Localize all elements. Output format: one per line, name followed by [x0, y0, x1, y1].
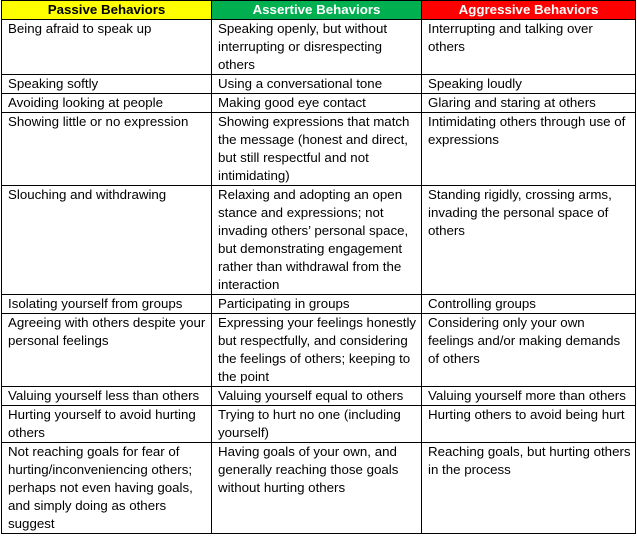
table-row — [2, 20, 636, 75]
table-row — [2, 295, 636, 314]
header-aggressive: Aggressive Behaviors — [422, 1, 636, 20]
cell-passive: Showing little or no expression — [2, 113, 212, 186]
cell-assertive: Showing expressions that match the message (honest and direct, but still respectful and not intimidating) — [212, 113, 422, 186]
table-row — [2, 387, 636, 406]
cell-assertive: Participating in groups — [212, 295, 422, 314]
table-row — [2, 443, 636, 534]
cell-assertive: Relaxing and adopting an open stance and expressions; not invading others’ personal space, but demonstrating engagement rather than withdrawal from the interaction — [212, 186, 422, 295]
cell-aggressive: Hurting others to avoid being hurt — [422, 406, 636, 443]
cell-assertive: Speaking openly, but without interrupting or disrespecting others — [212, 20, 422, 75]
cell-passive: Being afraid to speak up — [2, 20, 212, 75]
table-row — [2, 186, 636, 295]
table-row — [2, 75, 636, 94]
header-row — [2, 1, 636, 20]
cell-passive: Hurting yourself to avoid hurting others — [2, 406, 212, 443]
cell-aggressive: Glaring and staring at others — [422, 94, 636, 113]
cell-passive: Speaking softly — [2, 75, 212, 94]
cell-aggressive: Interrupting and talking over others — [422, 20, 636, 75]
table-row — [2, 113, 636, 186]
cell-assertive: Having goals of your own, and generally reaching those goals without hurting others — [212, 443, 422, 534]
cell-passive: Avoiding looking at people — [2, 94, 212, 113]
cell-aggressive: Controlling groups — [422, 295, 636, 314]
table-row — [2, 94, 636, 113]
cell-aggressive: Valuing yourself more than others — [422, 387, 636, 406]
cell-assertive: Using a conversational tone — [212, 75, 422, 94]
header-passive: Passive Behaviors — [2, 1, 212, 20]
cell-passive: Not reaching goals for fear of hurting/inconveniencing others; perhaps not even having goals, and simply doing as others suggest — [2, 443, 212, 534]
header-assertive: Assertive Behaviors — [212, 1, 422, 20]
cell-assertive: Valuing yourself equal to others — [212, 387, 422, 406]
cell-passive: Valuing yourself less than others — [2, 387, 212, 406]
cell-aggressive: Intimidating others through use of expressions — [422, 113, 636, 186]
cell-assertive: Expressing your feelings honestly but respectfully, and considering the feelings of others; keeping to the point — [212, 314, 422, 387]
cell-aggressive: Standing rigidly, crossing arms, invading the personal space of others — [422, 186, 636, 295]
cell-aggressive: Speaking loudly — [422, 75, 636, 94]
cell-passive: Isolating yourself from groups — [2, 295, 212, 314]
cell-assertive: Making good eye contact — [212, 94, 422, 113]
cell-aggressive: Reaching goals, but hurting others in the process — [422, 443, 636, 534]
cell-passive: Agreeing with others despite your personal feelings — [2, 314, 212, 387]
behaviors-table — [1, 0, 636, 534]
cell-aggressive: Considering only your own feelings and/or making demands of others — [422, 314, 636, 387]
cell-assertive: Trying to hurt no one (including yourself) — [212, 406, 422, 443]
cell-passive: Slouching and withdrawing — [2, 186, 212, 295]
table-row — [2, 314, 636, 387]
table-row — [2, 406, 636, 443]
